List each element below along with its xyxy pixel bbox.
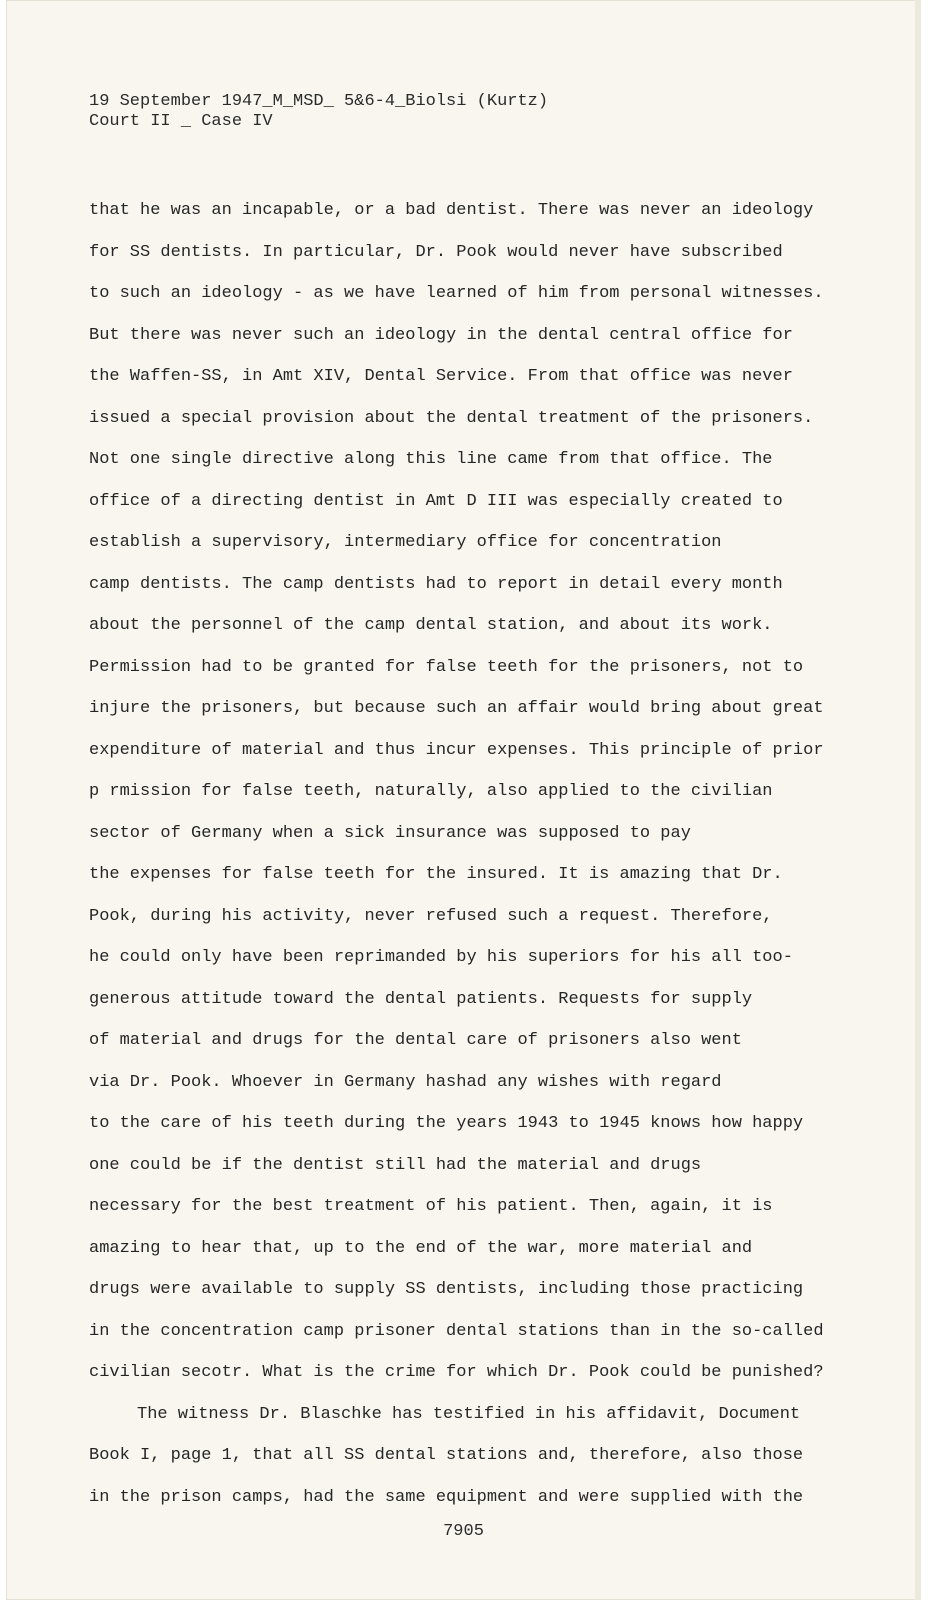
document-header	[89, 92, 548, 132]
body-line: the expenses for false teeth for the insured. It is amazing that Dr.	[89, 865, 783, 884]
body-line: of material and drugs for the dental care of prisoners also went	[89, 1031, 742, 1050]
body-line: Not one single directive along this line came from that office. The	[89, 450, 773, 469]
body-line: expenditure of material and thus incur expenses. This principle of prior	[89, 740, 824, 760]
body-line: establish a supervisory, intermediary office for concentration	[89, 533, 722, 552]
body-line: generous attitude toward the dental patients. Requests for supply	[89, 989, 753, 1009]
body-line: office of a directing dentist in Amt D III was especially created to	[89, 491, 783, 511]
body-line: Book I, page 1, that all SS dental stations and, therefore, also those	[89, 1446, 804, 1465]
body-line: issued a special provision about the dental treatment of the prisoners.	[89, 408, 814, 428]
body-line: p rmission for false teeth, naturally, also applied to the civilian	[89, 782, 773, 801]
header-court-line: Court II _ Case IV	[89, 112, 273, 131]
body-line: sector of Germany when a sick insurance was supposed to pay	[89, 823, 691, 843]
body-line: Permission had to be granted for false teeth for the prisoners, not to	[89, 657, 804, 677]
body-line: drugs were available to supply SS dentists, including those practicing	[89, 1280, 804, 1299]
body-line: injure the prisoners, but because such an affair would bring about great	[89, 699, 824, 718]
body-line: about the personnel of the camp dental station, and about its work.	[89, 616, 773, 635]
body-line: necessary for the best treatment of his patient. Then, again, it is	[89, 1197, 773, 1216]
document-body	[89, 190, 849, 1518]
body-line: in the concentration camp prisoner dental stations than in the so-called	[89, 1321, 824, 1341]
body-line: in the prison camps, had the same equipment and were supplied with the	[89, 1487, 804, 1507]
body-line: to such an ideology - as we have learned of him from personal witnesses.	[89, 284, 824, 303]
body-line-paragraph-start: The witness Dr. Blaschke has testified in his affidavit, Document	[137, 1404, 801, 1424]
body-line: via Dr. Pook. Whoever in Germany hashad any wishes with regard	[89, 1072, 722, 1092]
header-date-line: 19 September 1947_M_MSD_ 5&6-4_Biolsi (Kurtz)	[89, 92, 549, 111]
page-number: 7905	[443, 1522, 484, 1541]
body-line: to the care of his teeth during the years 1943 to 1945 knows how happy	[89, 1114, 804, 1133]
body-line: one could be if the dentist still had the material and drugs	[89, 1155, 702, 1175]
body-line: But there was never such an ideology in the dental central office for	[89, 325, 793, 345]
body-line: civilian secotr. What is the crime for which Dr. Pook could be punished?	[89, 1363, 824, 1382]
body-line: the Waffen-SS, in Amt XIV, Dental Service. From that office was never	[89, 367, 793, 386]
body-line: that he was an incapable, or a bad dentist. There was never an ideology	[89, 201, 814, 220]
body-line: for SS dentists. In particular, Dr. Pook would never have subscribed	[89, 242, 783, 262]
body-line: he could only have been reprimanded by his superiors for his all too-	[89, 948, 793, 967]
body-line: amazing to hear that, up to the end of the war, more material and	[89, 1238, 753, 1258]
document-page	[6, 0, 921, 1600]
body-line: camp dentists. The camp dentists had to report in detail every month	[89, 574, 783, 594]
body-line: Pook, during his activity, never refused such a request. Therefore,	[89, 906, 773, 926]
